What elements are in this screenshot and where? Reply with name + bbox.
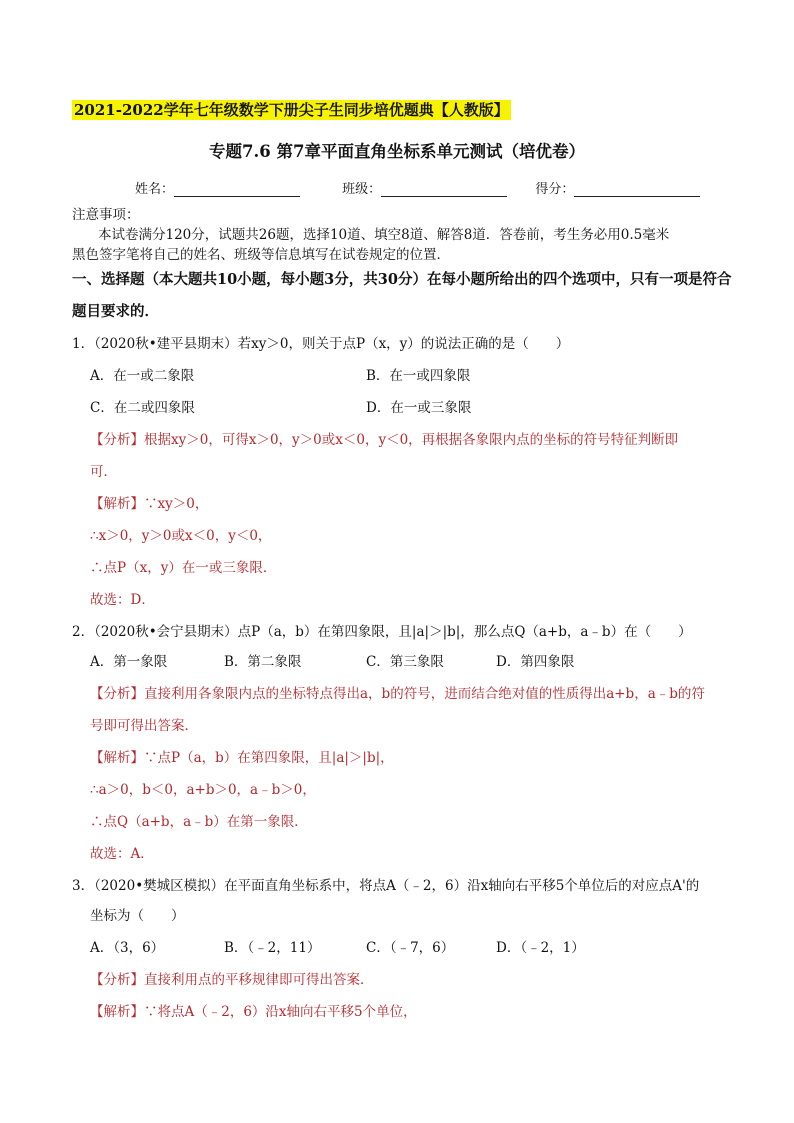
solution-line: 故选：A． [90,846,154,862]
section-heading: 题目要求的． [72,303,159,320]
solution-tag: 【解析】 [90,750,144,766]
solution-text: ∵点P（a，b）在第四象限，且|a|＞|b|， [144,750,394,766]
name-field[interactable] [135,178,300,197]
class-field[interactable] [342,178,507,197]
solution-line: 故选：D． [90,592,155,608]
solution-line: ∴x＞0，y＞0或x＜0，y＜0， [90,528,272,544]
notice-line: 本试卷满分120分，试题共26题，选择10道、填空8道、解答8道．答卷前，考生务必用0.5毫米 [98,227,670,243]
option-b: B．第二象限 [224,654,302,670]
class-label: 班级： [342,182,382,197]
analysis-line [90,970,374,990]
option-a: A．在一或二象限 [90,368,195,384]
solution-line [90,748,394,768]
analysis-text: 根据xy＞0，可得x＞0，y＞0或x＜0，y＜0，再根据各象限内点的坐标的符号特征判断即 [144,432,679,448]
solution-line: ∴点P（x，y）在一或三象限． [90,560,277,576]
solution-line [90,494,208,514]
name-blank[interactable] [174,182,300,197]
notice-line: 黑色签字笔将自己的姓名、班级等信息填写在试卷规定的位置． [72,247,450,263]
name-label: 姓名： [135,182,175,197]
solution-tag: 【解析】 [90,1004,144,1020]
option-d: D．在一或三象限 [366,400,472,416]
question-stem: 3．（2020•樊城区模拟）在平面直角坐标系中，将点A（﹣2，6）沿x轴向右平移5个单位后的对应点A'的 [72,878,700,894]
option-a: A．第一象限 [90,654,168,670]
score-label: 得分： [535,182,575,197]
option-c: C．在二或四象限 [90,400,195,416]
series-header: 2021-2022学年七年级数学下册尖子生同步培优题典【人教版】 [74,101,509,119]
solution-tag: 【解析】 [90,496,144,512]
score-field[interactable] [535,178,700,197]
option-d: D．（﹣2，1） [496,940,585,956]
question-stem: 2．（2020秋•会宁县期末）点P（a，b）在第四象限，且|a|＞|b|，那么点Q（a+b，a﹣b）在（ ） [72,624,692,640]
option-b: B．（﹣2，11） [224,940,321,956]
analysis-line: 号即可得出答案． [90,718,198,734]
solution-line: ∴点Q（a+b，a﹣b）在第一象限． [90,814,308,830]
analysis-line [90,684,705,704]
option-b: B．在一或四象限 [366,368,471,384]
solution-line [90,1002,417,1022]
solution-text: ∵xy＞0， [144,496,209,512]
analysis-text: 直接利用各象限内点的坐标特点得出a，b的符号，进而结合绝对值的性质得出a+b，a﹣b的符 [144,686,705,702]
analysis-tag: 【分析】 [90,686,144,702]
question-stem: 1．（2020秋•建平县期末）若xy＞0，则关于点P（x，y）的说法正确的是（ ） [72,336,570,352]
solution-line: ∴a＞0，b＜0，a+b＞0，a﹣b＞0， [90,782,316,798]
analysis-text: 直接利用点的平移规律即可得出答案． [144,972,374,988]
option-d: D．第四象限 [496,654,575,670]
info-fields [135,178,700,197]
notice-title: 注意事项： [72,207,140,223]
score-blank[interactable] [574,182,700,197]
solution-text: ∵将点A（﹣2，6）沿x轴向右平移5个单位， [144,1004,417,1020]
option-c: C．（﹣7，6） [366,940,455,956]
analysis-tag: 【分析】 [90,432,144,448]
analysis-line [90,430,678,450]
analysis-line: 可． [90,464,117,480]
class-blank[interactable] [381,182,507,197]
option-c: C．第三象限 [366,654,444,670]
question-stem: 坐标为（ ） [90,908,185,924]
section-heading: 一、选择题（本大题共10小题，每小题3分，共30分）在每小题所给出的四个选项中，只有一项是符合 [72,271,732,288]
analysis-tag: 【分析】 [90,972,144,988]
page-title: 专题7.6 第7章平面直角坐标系单元测试（培优卷） [209,142,585,161]
option-a: A．（3，6） [90,940,165,956]
